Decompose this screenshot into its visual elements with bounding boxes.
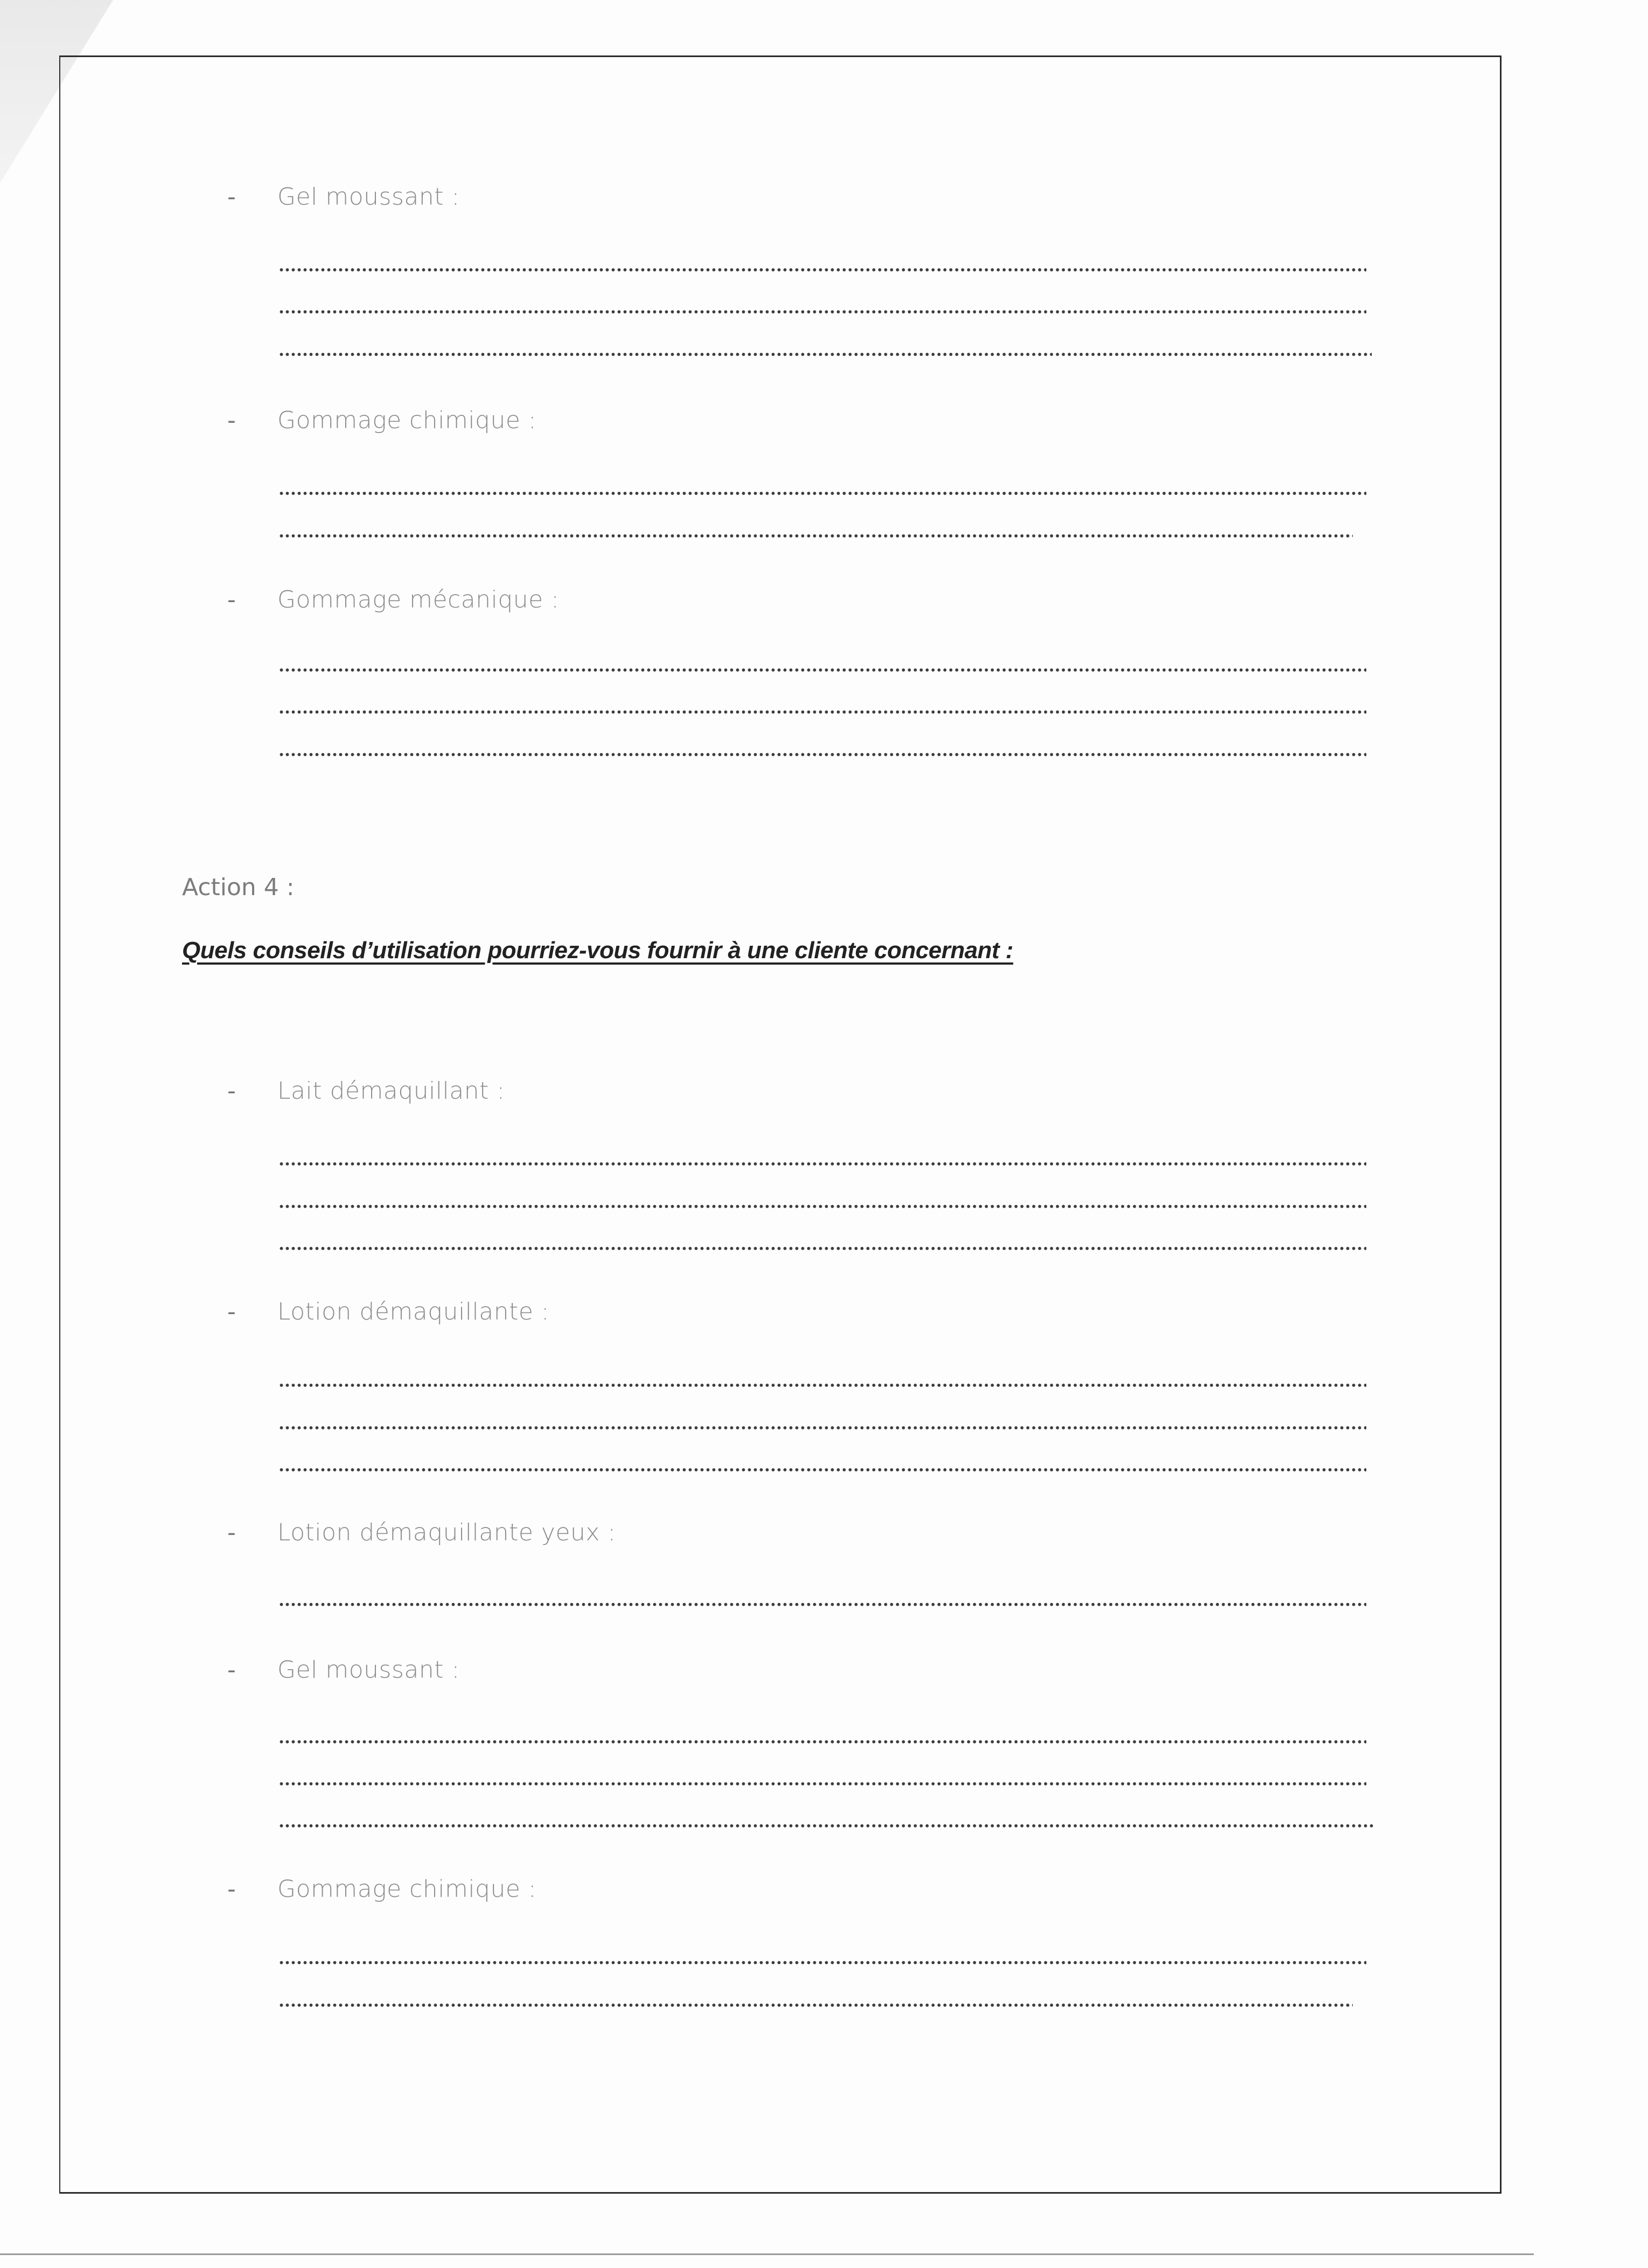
action-title: Action 4 : xyxy=(182,874,295,901)
bullet-dash: - xyxy=(227,1656,236,1684)
item-label: Gommage chimique : xyxy=(277,407,537,434)
bullet-dash: - xyxy=(227,407,236,434)
item-label: Gommage mécanique : xyxy=(277,586,560,613)
answer-line[interactable] xyxy=(278,352,1372,357)
item-label: Lotion démaquillante : xyxy=(277,1298,550,1325)
answer-line[interactable] xyxy=(278,668,1366,672)
answer-line[interactable] xyxy=(278,534,1353,538)
bullet-dash: - xyxy=(227,1298,236,1325)
answer-line[interactable] xyxy=(278,2003,1353,2007)
answer-line[interactable] xyxy=(278,1824,1374,1828)
bullet-dash: - xyxy=(227,586,236,613)
answer-line[interactable] xyxy=(278,1426,1366,1430)
answer-line[interactable] xyxy=(278,710,1366,714)
answer-line[interactable] xyxy=(278,491,1366,496)
answer-line[interactable] xyxy=(278,1740,1366,1744)
answer-line[interactable] xyxy=(278,310,1366,314)
answer-line[interactable] xyxy=(278,1782,1366,1786)
answer-line[interactable] xyxy=(278,1204,1366,1209)
answer-line[interactable] xyxy=(278,1162,1366,1166)
answer-line[interactable] xyxy=(278,268,1366,272)
sheet-edge xyxy=(0,2253,1534,2255)
bullet-dash: - xyxy=(227,1875,236,1903)
bullet-dash: - xyxy=(227,1519,236,1546)
page-border xyxy=(59,55,1502,2194)
bullet-dash: - xyxy=(227,1077,236,1105)
item-label: Gel moussant : xyxy=(277,183,460,211)
item-label: Gommage chimique : xyxy=(277,1875,537,1903)
answer-line[interactable] xyxy=(278,1602,1366,1607)
answer-line[interactable] xyxy=(278,1383,1366,1387)
item-label: Lotion démaquillante yeux : xyxy=(277,1519,616,1546)
answer-line[interactable] xyxy=(278,752,1366,757)
answer-line[interactable] xyxy=(278,1468,1366,1472)
question-heading: Quels conseils d’utilisation pourriez-vous fournir à une cliente concernant : xyxy=(182,937,1014,964)
answer-line[interactable] xyxy=(278,1246,1366,1251)
bullet-dash: - xyxy=(227,183,236,211)
item-label: Gel moussant : xyxy=(277,1656,460,1684)
item-label: Lait démaquillant : xyxy=(277,1077,505,1105)
answer-line[interactable] xyxy=(278,1960,1366,1965)
